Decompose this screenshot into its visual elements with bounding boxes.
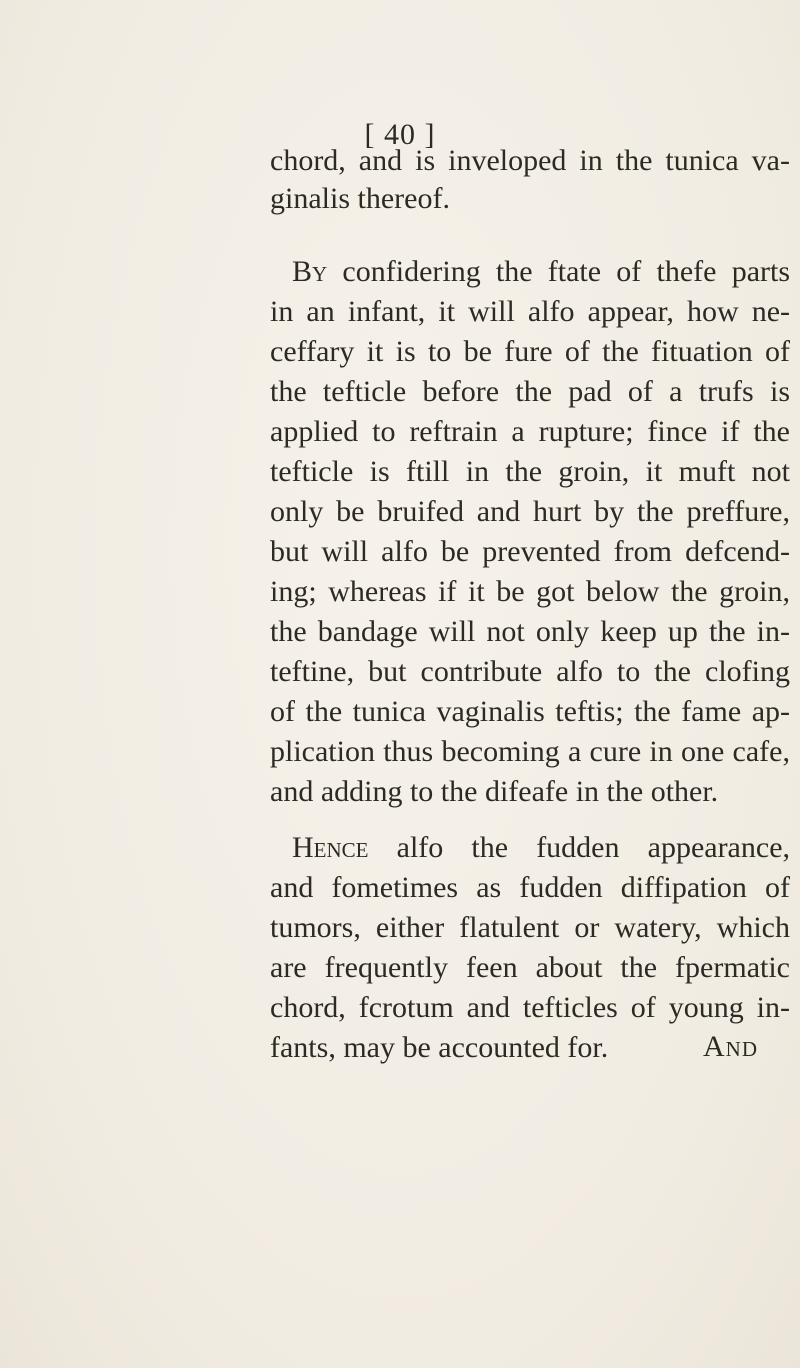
text-line: plication thus becoming a cure in one cafe,	[270, 735, 790, 768]
text-line	[270, 828, 790, 868]
text-line: are frequently feen about the fpermatic	[270, 951, 790, 984]
text-line: tefticle is ftill in the groin, it muft not	[270, 455, 790, 488]
text-line	[270, 252, 790, 292]
text-line: chord, and is inveloped in the tunica va-	[270, 144, 790, 177]
paragraph-lead-word: Hence	[292, 831, 369, 864]
text-line: the tefticle before the pad of a trufs is	[270, 375, 790, 408]
text-line: and fometimes as fudden diffipation of	[270, 871, 790, 904]
catchword: And	[703, 1030, 758, 1063]
text-line: and adding to the difeafe in the other.	[270, 775, 719, 808]
text-line-rest: alfo the fudden appearance,	[396, 831, 791, 864]
paragraph-1	[270, 142, 790, 218]
text-line: ginalis thereof.	[270, 182, 450, 215]
paragraph-2	[270, 252, 790, 812]
text-line: ceffary it is to be fure of the fituation of	[270, 335, 790, 368]
text-line: fants, may be accounted for.	[270, 1031, 609, 1064]
text-line: of the tunica vaginalis teftis; the fame ap-	[270, 695, 790, 728]
text-line: tumors, either flatulent or watery, which	[270, 911, 790, 944]
text-line: chord, fcrotum and tefticles of young in-	[270, 991, 790, 1024]
text-line: in an infant, it will alfo appear, how ne-	[270, 295, 790, 328]
page-number: [ 40 ]	[364, 118, 436, 151]
text-line: applied to reftrain a rupture; fince if the	[270, 415, 790, 448]
text-line: the bandage will not only keep up the in-	[270, 615, 790, 648]
paragraph-lead-word: By	[292, 255, 328, 288]
text-line: ing; whereas if it be got below the groin,	[270, 575, 790, 608]
text-line: teftine, but contribute alfo to the clofing	[270, 655, 790, 688]
text-line-rest: confidering the ftate of thefe parts	[342, 255, 791, 288]
text-line: only be bruifed and hurt by the preffure,	[270, 495, 790, 528]
text-line: but will alfo be prevented from defcend-	[270, 535, 790, 568]
